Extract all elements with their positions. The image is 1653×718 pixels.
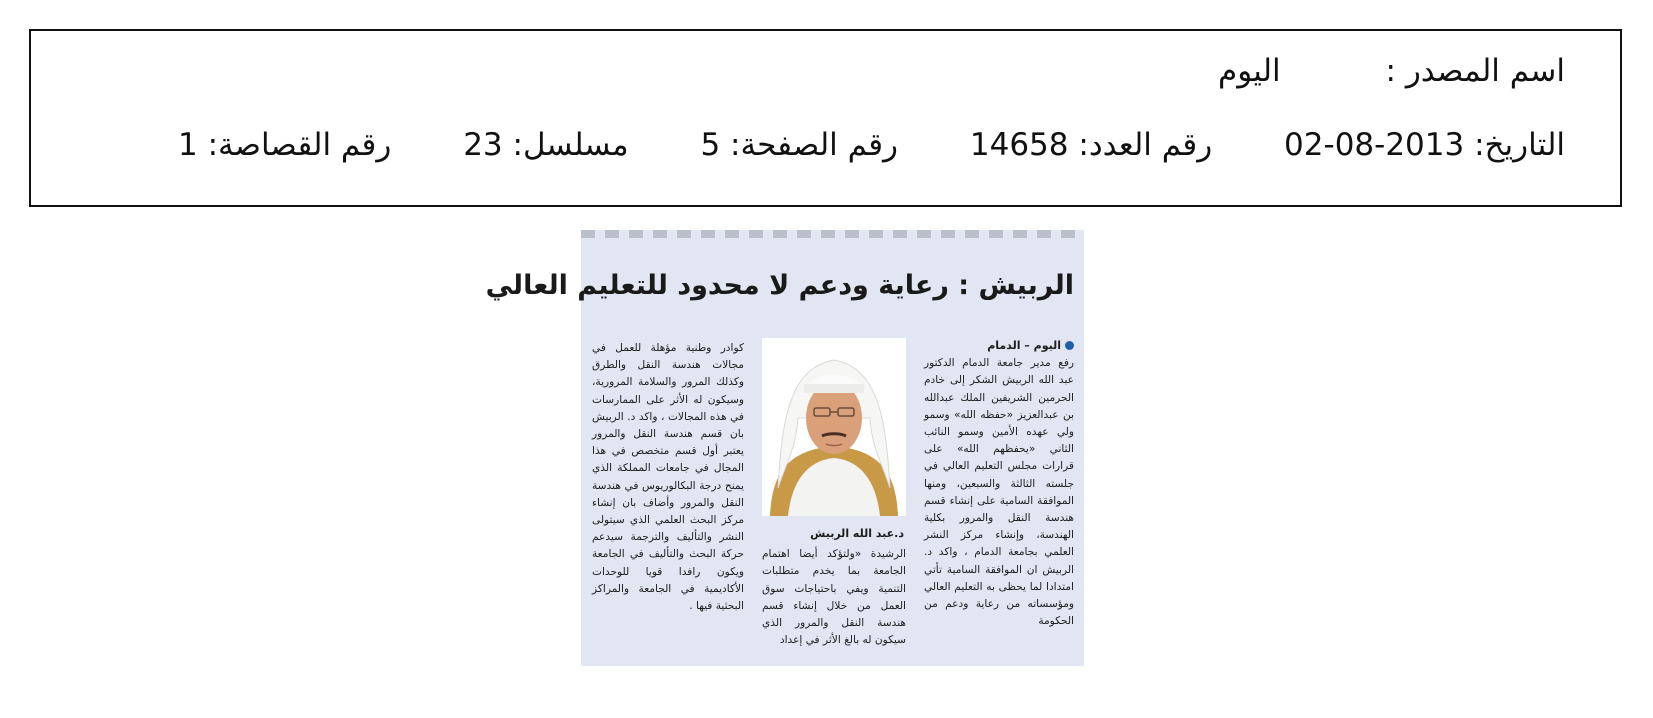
article-column-left: كوادر وطنية مؤهلة للعمل في مجالات هندسة النقل والطرق وكذلك المرور والسلامة المرورية، وسيكون له الأثر على الممارسات في هذه المجالات ، واكد د. الربيش بان قسم هندسة النقل والمرور يعتبر أول قسم متخصص في هذا المجال في جامعات المملكة الذي يمنح درجة البكالوريوس في هندسة النقل والمرور وأضاف بان إنشاء مركز البحث العلمي الذي سيتولى النشر والتأليف والترجمة سيدعم حركة البحث والتأليف في الجامعة ويكون رافدا قويا للوحدات الأكاديمية في الجامعة والمراكز البحثية فيها . [592,342,744,613]
source-label: اسم المصدر : [1385,53,1565,89]
source-line [1218,53,1565,89]
article-column-middle [762,338,906,649]
bullet-icon [1065,341,1074,350]
portrait-photo [762,338,906,516]
article-column-right [924,337,1074,630]
byline-text: اليوم – الدمام [987,339,1061,352]
serial-field: مسلسل: 23 [463,127,629,163]
article-byline [924,337,1074,354]
date-field: التاريخ: 2013-08-02 [1284,127,1565,163]
clip-number-field: رقم القصاصة: 1 [178,127,392,163]
source-info-box [29,29,1622,207]
details-line [178,127,1565,163]
photo-caption: د.عبد الله الربيش [810,527,904,540]
issue-number-field: رقم العدد: 14658 [969,127,1213,163]
source-value: اليوم [1218,53,1281,89]
article-headline: الربيش : رعاية ودعم لا محدود للتعليم العالي [485,270,1074,301]
portrait-illustration [762,338,906,516]
clipping-top-edge [581,230,1084,238]
column-middle-text: الرشيدة «ولتؤكد أيضا اهتمام الجامعة بما يخدم متطلبات التنمية ويفي باحتياجات سوق العمل من خلال إنشاء قسم هندسة النقل والمرور الذي سيكون له بالغ الأثر في إعداد [762,548,906,647]
newspaper-clipping [485,230,1084,666]
page-number-field: رقم الصفحة: 5 [700,127,899,163]
column-right-text: رفع مدير جامعة الدمام الدكتور عبد الله الربيش الشكر إلى خادم الحرمين الشريفين الملك عبدالله بن عبدالعزيز «حفظه الله» وسمو ولي عهده الأمين وسمو النائب الثاني «يحفظهم الله» على قرارات مجلس التعليم العالي في جلسته الثالثة والسبعين، ومنها الموافقة السامية على إنشاء قسم هندسة النقل والمرور بكلية الهندسة، وإنشاء مركز النشر العلمي بجامعة الدمام ، واكد د. الربيش ان الموافقة السامية تأتي امتدادا لما يحظى به التعليم العالي ومؤسساته من رعاية ودعم من الحكومة [924,357,1074,628]
